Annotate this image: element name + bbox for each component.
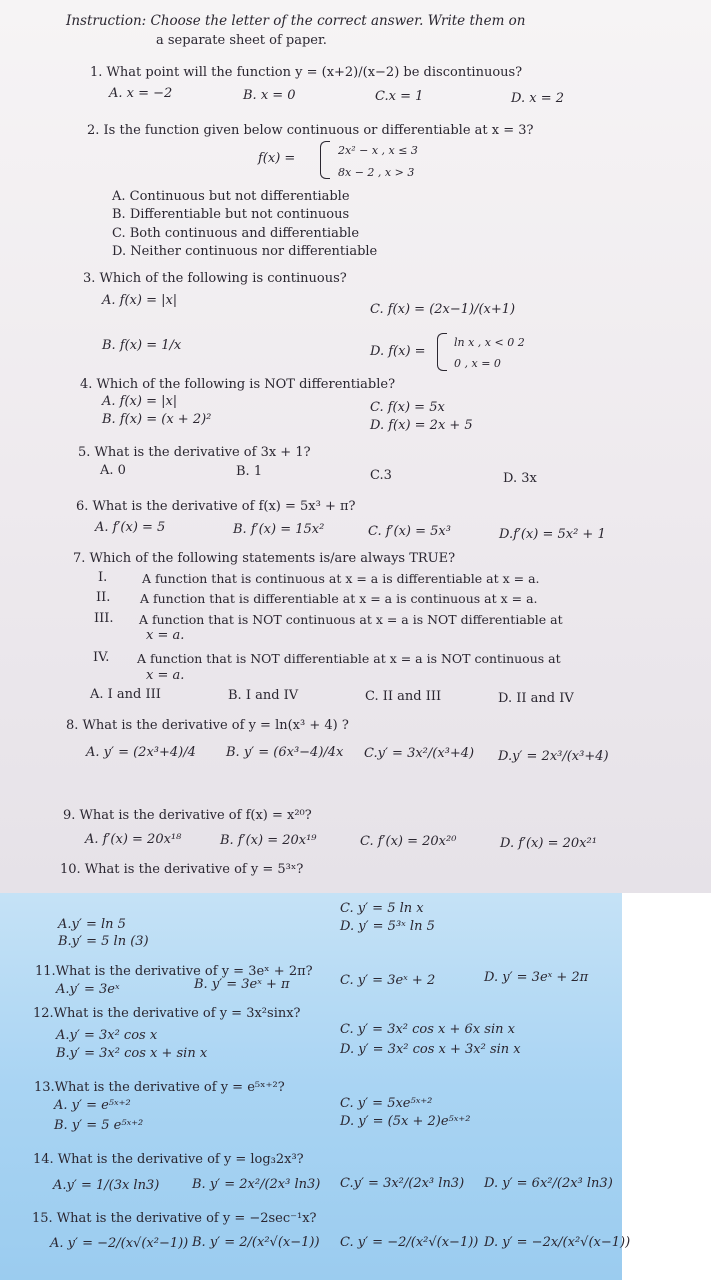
piecewise-label: f(x) = bbox=[258, 151, 296, 166]
choice-c: C. f(x) = (2x−1)/(x+1) bbox=[370, 302, 516, 317]
choice-b: B. y′ = 3eˣ + π bbox=[194, 977, 290, 992]
question-stem: 13.What is the derivative of y = e⁵ˣ⁺²? bbox=[34, 1080, 285, 1095]
choice-c: C. y′ = 5 ln x bbox=[340, 901, 424, 916]
choice-a: A.y′ = 3x² cos x bbox=[56, 1028, 158, 1043]
choice-a: A.y′ = ln 5 bbox=[58, 917, 126, 932]
statement-text: A function that is NOT differentiable at x = a is NOT continuous at bbox=[137, 651, 561, 666]
choice-d: D. Neither continuous nor differentiable bbox=[112, 244, 378, 259]
statement-number: III. bbox=[94, 611, 114, 626]
choice-b: B.y′ = 3x² cos x + sin x bbox=[56, 1046, 208, 1061]
question-stem: 11.What is the derivative of y = 3eˣ + 2π? bbox=[35, 964, 313, 979]
choice-c: C. f(x) = 5x bbox=[370, 400, 445, 415]
choice-c: C.y′ = 3x²/(2x³ ln3) bbox=[340, 1176, 465, 1191]
choice-b: B. 1 bbox=[236, 464, 263, 479]
left-brace bbox=[320, 141, 330, 179]
choice-a: A. x = −2 bbox=[109, 86, 173, 101]
choice-d: D.f′(x) = 5x² + 1 bbox=[499, 527, 606, 542]
choice-a: A. y′ = e⁵ˣ⁺² bbox=[54, 1098, 131, 1113]
choice-b: B. f(x) = 1/x bbox=[102, 338, 182, 353]
question-stem: 7. Which of the following statements is/are always TRUE? bbox=[73, 551, 456, 566]
choice-c: C. Both continuous and differentiable bbox=[112, 226, 360, 241]
statement-text: A function that is NOT continuous at x = a is NOT differentiable at bbox=[139, 612, 563, 627]
choice-c: C.3 bbox=[370, 468, 392, 483]
choice-c: C. f′(x) = 20x²⁰ bbox=[360, 834, 457, 849]
choice-d: D. y′ = (5x + 2)e⁵ˣ⁺² bbox=[340, 1114, 471, 1129]
question-stem: 9. What is the derivative of f(x) = x²⁰? bbox=[63, 808, 312, 823]
statement-text: A function that is differentiable at x = a is continuous at x = a. bbox=[140, 591, 538, 606]
choice-a: A. y′ = −2/(x√(x²−1)) bbox=[50, 1236, 189, 1251]
choice-b: B.y′ = 5 ln (3) bbox=[58, 934, 149, 949]
choice-a: A.y′ = 3eˣ bbox=[56, 982, 120, 997]
choice-b: B. x = 0 bbox=[243, 88, 296, 103]
question-stem: 5. What is the derivative of 3x + 1? bbox=[78, 445, 311, 460]
choice-d: D. f(x) = 2x + 5 bbox=[370, 418, 473, 433]
choice-d: D. II and IV bbox=[498, 691, 574, 706]
question-stem: 15. What is the derivative of y = −2sec⁻¹x? bbox=[32, 1211, 317, 1226]
choice-a: A. Continuous but not differentiable bbox=[112, 189, 350, 204]
choice-c: C. y′ = −2/(x²√(x−1)) bbox=[340, 1235, 479, 1250]
choice-c: C.x = 1 bbox=[375, 89, 424, 104]
choice-a: A. f′(x) = 5 bbox=[95, 520, 166, 535]
choice-c: C. II and III bbox=[365, 689, 442, 704]
choice-a: A.y′ = 1/(3x ln3) bbox=[53, 1178, 160, 1193]
statement-number: IV. bbox=[93, 650, 110, 665]
question-stem: 2. Is the function given below continuous or differentiable at x = 3? bbox=[87, 123, 534, 138]
instruction-line-1: Instruction: Choose the letter of the correct answer. Write them on bbox=[66, 13, 526, 29]
choice-a: A. y′ = (2x³+4)/4 bbox=[86, 745, 196, 760]
worksheet-page-2 bbox=[0, 893, 631, 1280]
choice-d: D. f′(x) = 20x²¹ bbox=[500, 836, 597, 851]
choice-d: D. y′ = 6x²/(2x³ ln3) bbox=[484, 1176, 613, 1191]
instruction-line-2: a separate sheet of paper. bbox=[156, 33, 327, 48]
choice-d: D. x = 2 bbox=[511, 91, 564, 106]
statement-number: I. bbox=[98, 570, 108, 585]
choice-a: A. f(x) = |x| bbox=[102, 293, 178, 308]
choice-c: C. y′ = 3eˣ + 2 bbox=[340, 973, 436, 988]
question-stem: 3. Which of the following is continuous? bbox=[83, 271, 347, 286]
choice-d: D. y′ = 3eˣ + 2π bbox=[484, 970, 589, 985]
statement-text: A function that is continuous at x = a is differentiable at x = a. bbox=[142, 571, 540, 586]
choice-a: A. f(x) = |x| bbox=[102, 394, 178, 409]
statement-text-cont: x = a. bbox=[146, 668, 185, 683]
question-stem: 12.What is the derivative of y = 3x²sinx? bbox=[33, 1006, 301, 1021]
choice-b: B. y′ = 5 e⁵ˣ⁺² bbox=[54, 1118, 144, 1133]
choice-b: B. y′ = 2/(x²√(x−1)) bbox=[192, 1235, 320, 1250]
piecewise-case-1: 2x² − x , x ≤ 3 bbox=[338, 144, 418, 157]
piecewise-case-2: 0 , x = 0 bbox=[454, 357, 501, 370]
choice-d: D. y′ = 5³ˣ ln 5 bbox=[340, 919, 435, 934]
choice-d: D. y′ = 3x² cos x + 3x² sin x bbox=[340, 1042, 521, 1057]
choice-b: B. f(x) = (x + 2)² bbox=[102, 412, 212, 427]
choice-a: A. 0 bbox=[100, 463, 126, 478]
choice-b: B. y′ = 2x²/(2x³ ln3) bbox=[192, 1177, 321, 1192]
choice-b: B. f′(x) = 15x² bbox=[233, 522, 325, 537]
choice-a: A. I and III bbox=[90, 687, 161, 702]
question-stem: 1. What point will the function y = (x+2)/(x−2) be discontinuous? bbox=[90, 65, 523, 80]
choice-d: D. y′ = −2x/(x²√(x−1)) bbox=[484, 1235, 631, 1250]
choice-a: A. f′(x) = 20x¹⁸ bbox=[85, 832, 182, 847]
choice-c: C. y′ = 5xe⁵ˣ⁺² bbox=[340, 1096, 433, 1111]
piecewise-case-1: ln x , x < 0 2 bbox=[454, 336, 525, 349]
choice-d: D.y′ = 2x³/(x³+4) bbox=[498, 749, 609, 764]
choice-d-label: D. f(x) = bbox=[370, 344, 426, 359]
left-brace bbox=[437, 333, 447, 371]
choice-b: B. I and IV bbox=[228, 688, 299, 703]
question-stem: 8. What is the derivative of y = ln(x³ + 4) ? bbox=[66, 718, 349, 733]
choice-b: B. f′(x) = 20x¹⁹ bbox=[220, 833, 317, 848]
choice-c: C. y′ = 3x² cos x + 6x sin x bbox=[340, 1022, 515, 1037]
piecewise-case-2: 8x − 2 , x > 3 bbox=[338, 166, 415, 179]
choice-c: C. f′(x) = 5x³ bbox=[368, 524, 451, 539]
choice-b: B. y′ = (6x³−4)/4x bbox=[226, 745, 344, 760]
choice-b: B. Differentiable but not continuous bbox=[112, 207, 350, 222]
choice-d: D. 3x bbox=[503, 471, 537, 486]
question-10-stem: 10. What is the derivative of y = 5³ˣ? bbox=[60, 862, 304, 877]
question-stem: 14. What is the derivative of y = log₃2x³? bbox=[33, 1152, 304, 1167]
question-stem: 6. What is the derivative of f(x) = 5x³ + π? bbox=[76, 499, 356, 514]
statement-text-cont: x = a. bbox=[146, 628, 185, 643]
statement-number: II. bbox=[96, 590, 111, 605]
choice-c: C.y′ = 3x²/(x³+4) bbox=[364, 746, 475, 761]
question-stem: 4. Which of the following is NOT differentiable? bbox=[80, 377, 396, 392]
